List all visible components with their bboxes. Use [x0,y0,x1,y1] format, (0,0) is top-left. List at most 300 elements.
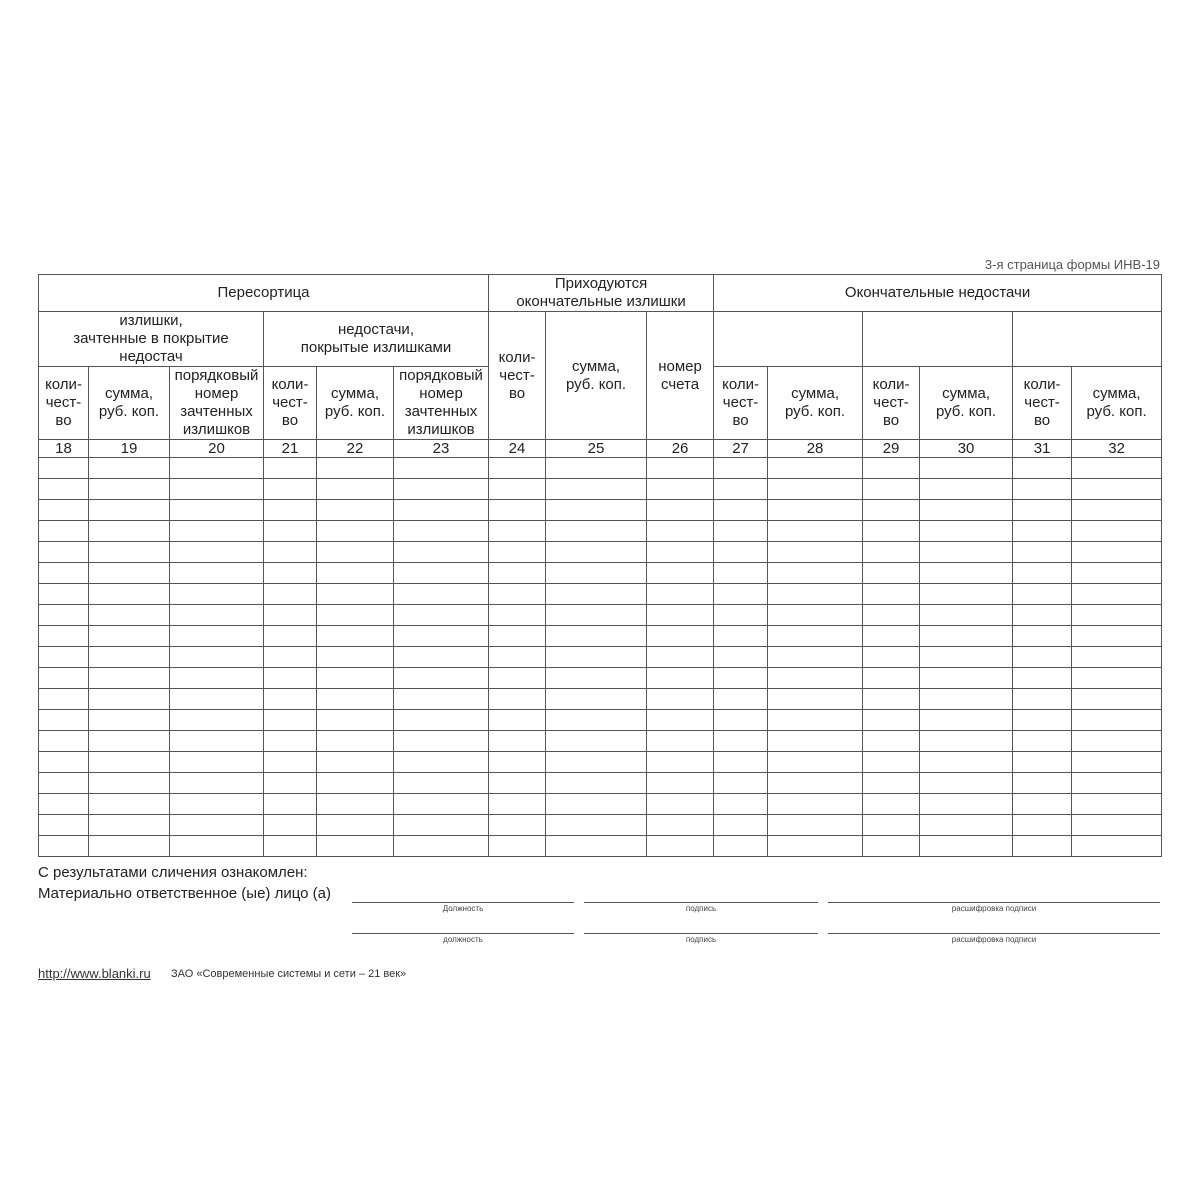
table-cell[interactable] [170,836,264,857]
table-cell[interactable] [1013,521,1072,542]
table-cell[interactable] [546,773,647,794]
table-cell[interactable] [1013,773,1072,794]
table-cell[interactable] [920,710,1013,731]
table-cell[interactable] [920,479,1013,500]
table-cell[interactable] [317,521,394,542]
table-cell[interactable] [768,479,863,500]
decryption-line-2[interactable] [828,933,1160,934]
table-cell[interactable] [768,542,863,563]
table-cell[interactable] [714,836,768,857]
table-cell[interactable] [647,815,714,836]
table-cell[interactable] [647,563,714,584]
table-cell[interactable] [647,605,714,626]
table-cell[interactable] [863,605,920,626]
table-cell[interactable] [768,605,863,626]
table-cell[interactable] [489,836,546,857]
table-cell[interactable] [39,500,89,521]
table-cell[interactable] [264,626,317,647]
table-cell[interactable] [546,500,647,521]
table-cell[interactable] [489,500,546,521]
table-cell[interactable] [920,794,1013,815]
table-cell[interactable] [647,752,714,773]
table-cell[interactable] [170,605,264,626]
table-cell[interactable] [39,794,89,815]
table-cell[interactable] [647,479,714,500]
table-cell[interactable] [1072,836,1162,857]
table-cell[interactable] [1072,521,1162,542]
decryption-line-1[interactable] [828,902,1160,903]
table-cell[interactable] [647,626,714,647]
table-cell[interactable] [863,647,920,668]
table-cell[interactable] [170,458,264,479]
table-cell[interactable] [647,521,714,542]
table-cell[interactable] [394,689,489,710]
table-cell[interactable] [317,752,394,773]
table-cell[interactable] [714,626,768,647]
table-cell[interactable] [394,710,489,731]
table-cell[interactable] [264,605,317,626]
table-cell[interactable] [546,479,647,500]
table-cell[interactable] [394,794,489,815]
table-cell[interactable] [39,710,89,731]
table-cell[interactable] [489,773,546,794]
table-cell[interactable] [394,836,489,857]
table-cell[interactable] [920,773,1013,794]
table-cell[interactable] [920,521,1013,542]
table-cell[interactable] [89,836,170,857]
table-cell[interactable] [863,626,920,647]
table-cell[interactable] [89,794,170,815]
table-cell[interactable] [768,752,863,773]
table-row [39,815,1162,836]
table-cell[interactable] [170,500,264,521]
table-cell[interactable] [714,794,768,815]
table-cell[interactable] [264,710,317,731]
table-cell[interactable] [768,710,863,731]
table-cell[interactable] [394,752,489,773]
table-cell[interactable] [39,731,89,752]
table-cell[interactable] [89,521,170,542]
table-cell[interactable] [714,710,768,731]
column-number: 27 [714,440,768,458]
table-cell[interactable] [1072,752,1162,773]
responsible-text: Материально ответственное (ые) лицо (а) [38,885,331,902]
table-cell[interactable] [1013,689,1072,710]
table-cell[interactable] [89,815,170,836]
table-cell[interactable] [317,563,394,584]
table-cell[interactable] [768,626,863,647]
table-cell[interactable] [768,773,863,794]
table-cell[interactable] [863,563,920,584]
table-cell[interactable] [863,458,920,479]
table-cell[interactable] [39,458,89,479]
table-cell[interactable] [546,647,647,668]
table-cell[interactable] [264,815,317,836]
table-cell[interactable] [264,794,317,815]
table-cell[interactable] [768,794,863,815]
table-cell[interactable] [546,605,647,626]
table-cell[interactable] [1013,815,1072,836]
table-cell[interactable] [1013,605,1072,626]
table-cell[interactable] [89,752,170,773]
table-cell[interactable] [647,794,714,815]
table-cell[interactable] [264,689,317,710]
table-cell[interactable] [394,668,489,689]
table-cell[interactable] [920,500,1013,521]
table-cell[interactable] [317,731,394,752]
table-cell[interactable] [920,626,1013,647]
table-cell[interactable] [1013,584,1072,605]
table-cell[interactable] [714,500,768,521]
table-cell[interactable] [394,647,489,668]
table-cell[interactable] [1072,731,1162,752]
table-cell[interactable] [546,689,647,710]
signature-line-2[interactable] [584,933,818,934]
table-cell[interactable] [489,731,546,752]
table-cell[interactable] [863,479,920,500]
table-cell[interactable] [489,752,546,773]
table-cell[interactable] [546,521,647,542]
table-cell[interactable] [863,710,920,731]
position-line-2[interactable] [352,933,574,934]
table-cell[interactable] [170,479,264,500]
table-cell[interactable] [1013,563,1072,584]
table-cell[interactable] [394,815,489,836]
table-cell[interactable] [317,836,394,857]
table-cell[interactable] [1072,458,1162,479]
table-cell[interactable] [317,479,394,500]
table-cell[interactable] [863,794,920,815]
table-cell[interactable] [489,542,546,563]
table-cell[interactable] [394,626,489,647]
table-cell[interactable] [39,647,89,668]
table-cell[interactable] [647,500,714,521]
table-cell[interactable] [768,458,863,479]
table-cell[interactable] [317,773,394,794]
table-cell[interactable] [317,626,394,647]
table-cell[interactable] [89,542,170,563]
table-cell[interactable] [170,752,264,773]
table-cell[interactable] [920,731,1013,752]
table-cell[interactable] [714,521,768,542]
table-cell[interactable] [489,794,546,815]
table-cell[interactable] [768,815,863,836]
table-cell[interactable] [714,605,768,626]
table-cell[interactable] [546,458,647,479]
table-cell[interactable] [489,647,546,668]
table-cell[interactable] [920,689,1013,710]
table-cell[interactable] [394,563,489,584]
table-cell[interactable] [920,458,1013,479]
table-cell[interactable] [170,626,264,647]
table-cell[interactable] [489,815,546,836]
table-cell[interactable] [489,479,546,500]
table-cell[interactable] [863,542,920,563]
table-cell[interactable] [714,668,768,689]
table-cell[interactable] [920,542,1013,563]
table-cell[interactable] [394,542,489,563]
table-cell[interactable] [394,773,489,794]
table-cell[interactable] [489,458,546,479]
col-18-qty: коли- чест- во [39,367,89,440]
table-cell[interactable] [920,605,1013,626]
table-cell[interactable] [647,458,714,479]
table-cell[interactable] [863,773,920,794]
table-cell[interactable] [89,584,170,605]
table-cell[interactable] [1072,479,1162,500]
table-cell[interactable] [89,458,170,479]
table-cell[interactable] [489,668,546,689]
table-cell[interactable] [647,542,714,563]
table-cell[interactable] [89,626,170,647]
table-cell[interactable] [317,542,394,563]
table-cell[interactable] [489,710,546,731]
table-cell[interactable] [317,584,394,605]
table-cell[interactable] [1072,689,1162,710]
table-cell[interactable] [89,647,170,668]
table-cell[interactable] [1013,500,1072,521]
table-cell[interactable] [863,836,920,857]
table-cell[interactable] [1072,647,1162,668]
table-cell[interactable] [1013,752,1072,773]
table-cell[interactable] [39,752,89,773]
position-line-1[interactable] [352,902,574,903]
table-cell[interactable] [1072,542,1162,563]
table-cell[interactable] [920,836,1013,857]
table-cell[interactable] [317,500,394,521]
table-cell[interactable] [920,668,1013,689]
table-cell[interactable] [647,647,714,668]
table-cell[interactable] [546,836,647,857]
table-cell[interactable] [546,731,647,752]
table-cell[interactable] [546,794,647,815]
table-cell[interactable] [768,647,863,668]
table-cell[interactable] [768,668,863,689]
table-cell[interactable] [394,584,489,605]
table-cell[interactable] [1013,710,1072,731]
table-cell[interactable] [546,563,647,584]
table-cell[interactable] [264,647,317,668]
table-cell[interactable] [1072,815,1162,836]
table-cell[interactable] [89,668,170,689]
table-cell[interactable] [89,563,170,584]
table-cell[interactable] [264,731,317,752]
table-cell[interactable] [1013,731,1072,752]
table-cell[interactable] [1013,836,1072,857]
table-cell[interactable] [264,521,317,542]
table-cell[interactable] [89,710,170,731]
table-cell[interactable] [1072,626,1162,647]
table-cell[interactable] [170,647,264,668]
table-cell[interactable] [920,584,1013,605]
table-cell[interactable] [39,521,89,542]
table-cell[interactable] [170,542,264,563]
table-cell[interactable] [39,563,89,584]
table-cell[interactable] [768,500,863,521]
table-cell[interactable] [317,815,394,836]
table-cell[interactable] [920,563,1013,584]
table-cell[interactable] [647,689,714,710]
table-cell[interactable] [264,752,317,773]
table-cell[interactable] [39,815,89,836]
table-cell[interactable] [489,626,546,647]
table-cell[interactable] [39,605,89,626]
table-cell[interactable] [394,458,489,479]
table-cell[interactable] [546,584,647,605]
table-cell[interactable] [647,668,714,689]
table-cell[interactable] [39,542,89,563]
table-cell[interactable] [39,584,89,605]
table-cell[interactable] [264,563,317,584]
table-cell[interactable] [317,668,394,689]
table-cell[interactable] [1013,479,1072,500]
table-cell[interactable] [264,668,317,689]
table-cell[interactable] [317,689,394,710]
table-cell[interactable] [170,563,264,584]
table-cell[interactable] [1072,563,1162,584]
table-cell[interactable] [89,479,170,500]
table-cell[interactable] [317,605,394,626]
table-cell[interactable] [714,542,768,563]
website-link[interactable]: http://www.blanki.ru [38,966,151,981]
table-cell[interactable] [647,836,714,857]
table-cell[interactable] [863,815,920,836]
table-cell[interactable] [1072,605,1162,626]
col-24-qty: коли- чест- во [489,312,546,440]
table-cell[interactable] [170,773,264,794]
table-cell[interactable] [714,458,768,479]
table-cell[interactable] [714,479,768,500]
table-cell[interactable] [264,542,317,563]
table-cell[interactable] [89,500,170,521]
table-cell[interactable] [1072,500,1162,521]
table-cell[interactable] [489,584,546,605]
table-cell[interactable] [170,584,264,605]
table-cell[interactable] [394,521,489,542]
table-cell[interactable] [1072,710,1162,731]
table-cell[interactable] [863,668,920,689]
table-cell[interactable] [317,794,394,815]
table-cell[interactable] [170,668,264,689]
table-cell[interactable] [863,689,920,710]
table-cell[interactable] [1013,668,1072,689]
table-cell[interactable] [264,584,317,605]
table-cell[interactable] [768,521,863,542]
table-cell[interactable] [1013,458,1072,479]
signature-line-1[interactable] [584,902,818,903]
table-cell[interactable] [170,794,264,815]
table-cell[interactable] [317,647,394,668]
column-number: 31 [1013,440,1072,458]
table-cell[interactable] [546,542,647,563]
table-cell[interactable] [768,584,863,605]
subheader-surplus-offset: излишки, зачтенные в покрытие недостач [39,312,264,367]
table-cell[interactable] [647,584,714,605]
table-cell[interactable] [489,689,546,710]
table-cell[interactable] [264,773,317,794]
table-cell[interactable] [1013,542,1072,563]
table-cell[interactable] [714,563,768,584]
table-cell[interactable] [863,752,920,773]
table-cell[interactable] [714,773,768,794]
table-cell[interactable] [1013,647,1072,668]
table-cell[interactable] [317,458,394,479]
table-cell[interactable] [394,479,489,500]
table-cell[interactable] [546,815,647,836]
table-cell[interactable] [768,563,863,584]
table-cell[interactable] [489,605,546,626]
table-cell[interactable] [264,479,317,500]
table-cell[interactable] [1072,584,1162,605]
table-cell[interactable] [863,500,920,521]
table-cell[interactable] [39,689,89,710]
table-cell[interactable] [317,710,394,731]
table-cell[interactable] [647,731,714,752]
table-cell[interactable] [170,815,264,836]
table-cell[interactable] [170,521,264,542]
table-cell[interactable] [489,521,546,542]
table-cell[interactable] [714,752,768,773]
table-cell[interactable] [89,689,170,710]
table-cell[interactable] [546,710,647,731]
table-cell[interactable] [768,689,863,710]
table-cell[interactable] [170,689,264,710]
table-cell[interactable] [714,731,768,752]
table-cell[interactable] [39,479,89,500]
table-cell[interactable] [1072,794,1162,815]
table-cell[interactable] [768,731,863,752]
table-cell[interactable] [394,500,489,521]
table-cell[interactable] [768,836,863,857]
table-cell[interactable] [714,689,768,710]
table-cell[interactable] [489,563,546,584]
table-cell[interactable] [264,500,317,521]
table-cell[interactable] [920,647,1013,668]
table-cell[interactable] [920,815,1013,836]
table-cell[interactable] [264,458,317,479]
table-cell[interactable] [1013,794,1072,815]
table-cell[interactable] [264,836,317,857]
table-cell[interactable] [1072,773,1162,794]
table-cell[interactable] [863,521,920,542]
table-cell[interactable] [1072,668,1162,689]
table-cell[interactable] [863,731,920,752]
table-cell[interactable] [546,752,647,773]
table-cell[interactable] [546,626,647,647]
table-cell[interactable] [920,752,1013,773]
table-cell[interactable] [1013,626,1072,647]
table-cell[interactable] [39,626,89,647]
table-cell[interactable] [89,605,170,626]
table-cell[interactable] [714,584,768,605]
table-cell[interactable] [394,731,489,752]
table-cell[interactable] [39,773,89,794]
table-cell[interactable] [647,773,714,794]
table-cell[interactable] [170,710,264,731]
table-cell[interactable] [89,773,170,794]
company-name: ЗАО «Современные системы и сети – 21 век» [171,968,407,980]
table-cell[interactable] [863,584,920,605]
table-cell[interactable] [647,710,714,731]
table-cell[interactable] [546,668,647,689]
table-cell[interactable] [39,668,89,689]
table-cell[interactable] [714,815,768,836]
table-cell[interactable] [39,836,89,857]
table-cell[interactable] [89,731,170,752]
table-cell[interactable] [170,731,264,752]
table-cell[interactable] [714,647,768,668]
table-cell[interactable] [394,605,489,626]
